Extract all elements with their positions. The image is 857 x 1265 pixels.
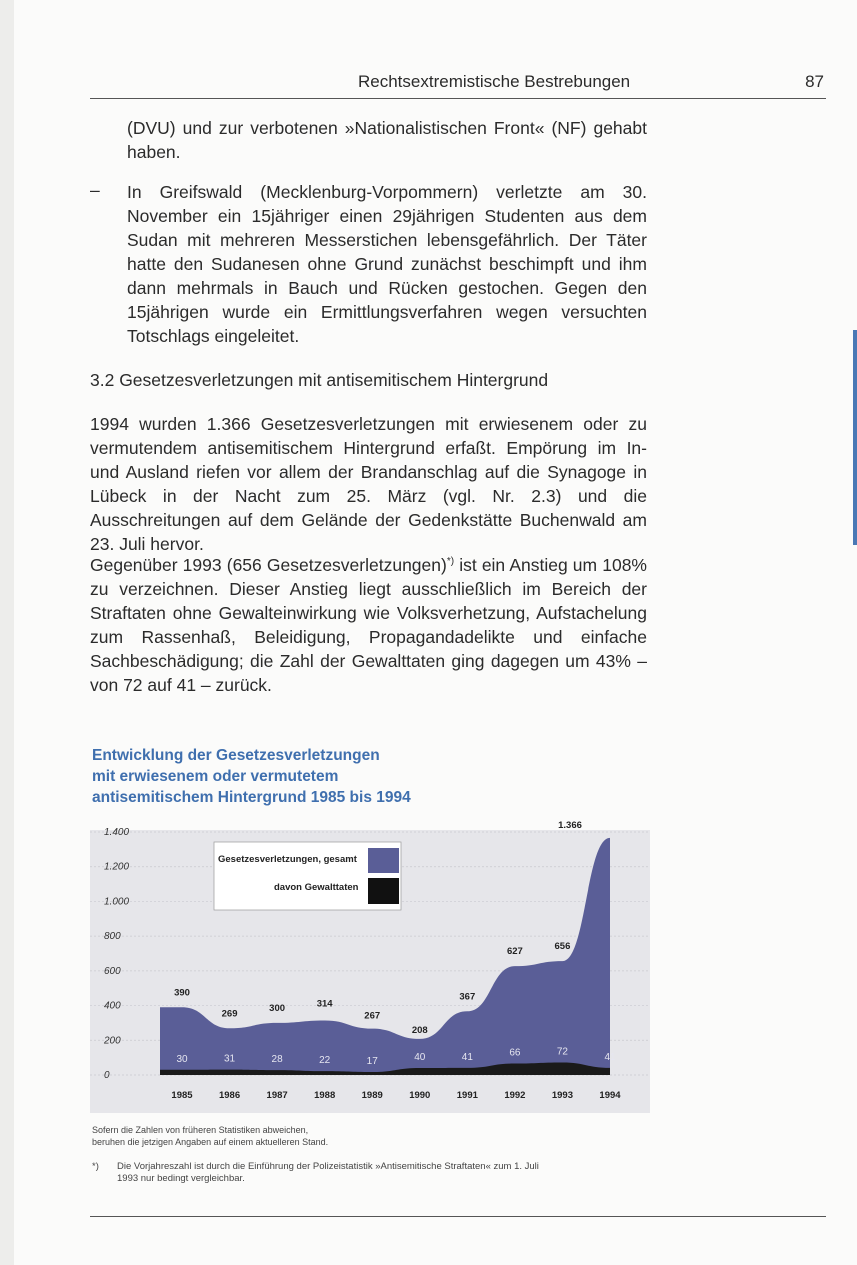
paragraph-comparison <box>90 550 647 697</box>
x-tick-label: 1991 <box>456 1090 478 1101</box>
paragraph-comparison-rest: ist ein Anstieg um 108% zu verzeichnen. Dieser Anstieg liegt ausschließlich im Bereich der Straftaten ohne Gewalteinwirkung wie Volksverhetzung, Aufstachelung zum Rassenhaß, Beleidigung, Propagandadelikte und einfache Sachbeschädigung; die Zahl der Gewalttaten ging dagegen um 43% – von 72 auf 41 – zurück. <box>90 554 647 695</box>
total-value-label: 267 <box>364 1010 381 1022</box>
y-tick-label: 0 <box>104 1070 110 1081</box>
list-dash: – <box>90 180 100 200</box>
x-tick-label: 1985 <box>171 1090 193 1101</box>
y-tick-label: 600 <box>104 965 121 977</box>
page-number: 87 <box>805 72 824 91</box>
paragraph-greifswald: In Greifswald (Mecklenburg-Vorpommern) verletzte am 30. November ein 15jähriger einen 29jährigen Studenten aus dem Sudan mit mehreren Messerstichen lebensgefährlich. Der Täter hatte den Sudanesen ohne Grund zunächst beschimpft und ihm dann mehrmals in Bauch und Rücken gestochen. Gegen den 15jährigen wurde ein Ermittlungsverfahren wegen versuchten Totschlags eingeleitet. <box>127 182 647 346</box>
y-tick-label: 800 <box>104 931 121 943</box>
paragraph-1994: 1994 wurden 1.366 Gesetzesverletzungen mit erwiesenem oder zu vermutendem antisemitischem Hintergrund erfaßt. Empörung im In- und Ausland riefen vor allem der Brandanschlag auf die Synagoge in Lübeck in der Nacht zum 25. März (vgl. Nr. 2.3) und die Ausschreitungen auf dem Gelände der Gedenkstätte Buchenwald am 23. Juli hervor. <box>90 414 647 554</box>
y-tick-label: 1.200 <box>104 861 130 873</box>
total-value-label: 1.366 <box>558 820 582 831</box>
total-value-label: 314 <box>316 998 333 1010</box>
violent-value-label: 66 <box>509 1047 521 1059</box>
x-tick-label: 1992 <box>504 1090 526 1101</box>
violent-value-label: 31 <box>223 1053 236 1065</box>
chart-note <box>92 1124 328 1148</box>
total-value-label: 269 <box>221 1008 238 1020</box>
x-tick-label: 1993 <box>551 1090 574 1101</box>
x-tick-label: 1987 <box>266 1090 288 1101</box>
x-tick-label: 1990 <box>409 1090 431 1101</box>
chart-title-line: antisemitischem Hintergrund 1985 bis 1994 <box>92 789 411 806</box>
footnote-mark: *) <box>92 1161 99 1172</box>
section-heading: 3.2 Gesetzesverletzungen mit antisemitischem Hintergrund <box>90 370 549 390</box>
x-tick-label: 1986 <box>218 1090 241 1101</box>
area-chart <box>0 820 857 1120</box>
running-title: Rechtsextremistische Bestrebungen <box>358 72 631 91</box>
footnote-line: Die Vorjahreszahl ist durch die Einführung der Polizeistatistik »Antisemitische Straftaten« zum 1. Juli <box>117 1161 539 1172</box>
legend-swatch-total <box>368 848 399 873</box>
chart-note-line: beruhen die jetzigen Angaben auf einem aktuelleren Stand. <box>92 1137 329 1147</box>
total-value-label: 656 <box>554 941 571 953</box>
chart-title <box>92 745 411 808</box>
total-value-label: 627 <box>506 946 523 958</box>
chart-title-line: mit erwiesenem oder vermutetem <box>92 768 339 785</box>
y-tick-label: 200 <box>104 1035 121 1047</box>
violent-value-label: 28 <box>271 1054 283 1066</box>
violent-value-label: 41 <box>604 1051 616 1063</box>
violent-value-label: 22 <box>319 1055 331 1067</box>
bottom-rule <box>90 1216 826 1217</box>
footnote-text <box>117 1161 677 1185</box>
total-value-label: 300 <box>269 1002 286 1014</box>
chart-title-line: Entwicklung der Gesetzesverletzungen <box>92 747 380 764</box>
total-value-label: 208 <box>411 1024 428 1036</box>
legend-swatch-violent <box>368 878 399 904</box>
violent-value-label: 17 <box>366 1056 378 1068</box>
total-value-label: 367 <box>459 991 476 1003</box>
footnote-reference: *) <box>446 556 455 567</box>
x-tick-label: 1989 <box>361 1090 383 1101</box>
x-tick-label: 1988 <box>314 1090 336 1101</box>
chart-legend <box>214 842 401 910</box>
y-tick-label: 400 <box>104 1000 121 1012</box>
violent-value-label: 40 <box>414 1052 426 1064</box>
y-tick-label: 1.000 <box>104 896 130 908</box>
legend-label-violent: davon Gewalttaten <box>274 882 359 893</box>
violent-value-label: 41 <box>461 1051 473 1063</box>
violent-value-label: 30 <box>176 1053 188 1065</box>
chart-note-line: Sofern die Zahlen von früheren Statistiken abweichen, <box>92 1125 309 1135</box>
violent-value-label: 72 <box>556 1046 569 1058</box>
page-header <box>90 70 826 99</box>
y-tick-label: 1.400 <box>104 827 130 838</box>
paragraph-comparison-start: Gegenüber 1993 (656 Gesetzesverletzungen) <box>90 554 447 575</box>
legend-label-total: Gesetzesverletzungen, gesamt <box>218 854 357 865</box>
paragraph-dvu: (DVU) und zur verbotenen »Nationalistischen Front« (NF) gehabt haben. <box>127 118 647 162</box>
total-value-label: 390 <box>174 987 190 999</box>
x-tick-label: 1994 <box>599 1090 621 1101</box>
margin-marker <box>853 330 857 545</box>
footnote-line: 1993 nur bedingt vergleichbar. <box>117 1173 245 1184</box>
